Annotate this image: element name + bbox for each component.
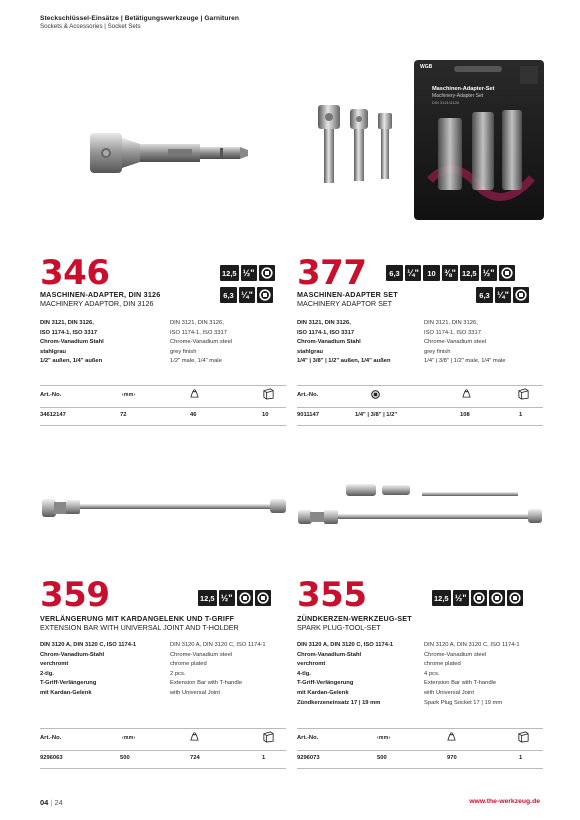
page-number: 04 xyxy=(40,798,49,807)
spec-line: 4-tlg. xyxy=(297,670,311,677)
badge-mm: 12,5 xyxy=(460,265,479,281)
product-number: 355 xyxy=(297,575,367,615)
product-name-de: VERLÄNGERUNG MIT KARDANGELENK UND T-GRIFF xyxy=(40,614,235,623)
cell-art: 9296073 xyxy=(297,755,320,761)
drive-square-icon xyxy=(257,287,273,303)
drive-square-icon xyxy=(259,265,275,281)
cell-art: 9011147 xyxy=(297,412,319,418)
spec-line: DIN 3121, DIN 3126, xyxy=(40,320,94,326)
badge-inch: ¼" xyxy=(239,287,255,303)
spec-en-355 xyxy=(424,641,520,708)
cell-weight: 724 xyxy=(190,755,200,761)
package-title-de: Maschinen-Adapter-Set xyxy=(432,86,495,92)
badges-346-row2 xyxy=(220,287,273,303)
col-art: Art.-No. xyxy=(297,392,319,398)
spec-line: grey finish xyxy=(424,348,451,355)
badge-inch: ¼" xyxy=(495,287,511,303)
product-name-de: MASCHINEN-ADAPTER, DIN 3126 xyxy=(40,290,161,299)
badge-mm: 6,3 xyxy=(220,287,237,303)
weight-icon xyxy=(190,389,199,398)
package-brand: WGB xyxy=(420,64,433,70)
package-din: DIN 3121/3126 xyxy=(432,100,459,105)
spec-de-359 xyxy=(40,641,136,699)
badge-inch: ¼" xyxy=(405,265,421,281)
spec-line: DIN 3121, DIN 3126, xyxy=(424,320,478,326)
spec-de-377 xyxy=(297,319,391,367)
badges-355-row1 xyxy=(432,590,523,606)
spec-en-359 xyxy=(170,641,266,699)
product-image-355 xyxy=(296,480,546,530)
spec-line: Chrom-Vanadium Stahl xyxy=(297,339,361,346)
spec-line: Extension Bar with T-handle xyxy=(424,680,497,687)
spec-line: ISO 1174-1, ISO 3317 xyxy=(424,329,481,336)
spec-line: 2 pcs. xyxy=(170,670,186,677)
order-table-346 xyxy=(40,385,286,425)
product-name-en: MACHINERY ADAPTOR SET xyxy=(297,299,393,308)
spec-line: 4 pcs. xyxy=(424,670,440,677)
page-footer xyxy=(40,798,63,807)
col-length: ‹mm› xyxy=(377,735,391,741)
product-package-377 xyxy=(414,60,544,220)
page-separator: | xyxy=(50,798,53,807)
spec-de-346 xyxy=(40,319,104,367)
cell-length: 500 xyxy=(377,755,387,761)
badges-359-row1 xyxy=(198,590,271,606)
spec-line: mit Kardan-Gelenk xyxy=(297,689,349,696)
badge-mm: 12,5 xyxy=(198,590,217,606)
spec-line: Chrome-Vanadium steel xyxy=(424,651,487,658)
product-name-de: MASCHINEN-ADAPTER SET xyxy=(297,290,398,299)
header-title-de: Steckschlüssel-Einsätze | Betätigungswerkzeuge | Garnituren xyxy=(40,15,240,22)
spec-line: mit Kardan-Gelenk xyxy=(40,689,92,696)
spec-line: stahlgrau xyxy=(297,348,324,355)
spec-line: stahlgrau xyxy=(40,348,67,355)
spec-line: ISO 1174-1, ISO 3317 xyxy=(297,329,355,336)
spec-line: Chrome-Vanadium steel xyxy=(424,339,487,346)
product-name-en: EXTENSION BAR WITH UNIVERSAL JOINT AND T-HOLDER xyxy=(40,623,239,632)
spec-en-346 xyxy=(170,319,232,367)
badge-mm: 10 xyxy=(423,265,440,281)
spec-line: T-Griff-Verlängerung xyxy=(40,680,97,687)
spec-line: 1/2" außen, 1/4" außen xyxy=(40,358,103,365)
product-name-en: MACHINERY ADAPTOR, DIN 3126 xyxy=(40,299,154,308)
badges-377-row2 xyxy=(476,287,529,303)
cell-qty: 1 xyxy=(262,755,266,761)
spec-de-355 xyxy=(297,641,393,708)
spec-line: T-Griff-Verlängerung xyxy=(297,680,354,687)
col-length: ‹mm› xyxy=(122,735,136,741)
weight-icon xyxy=(190,732,199,741)
drive-square-icon xyxy=(471,590,487,606)
col-art: Art.-No. xyxy=(40,392,62,398)
spec-line: chrome plated xyxy=(170,661,207,668)
spec-line: ISO 1174-1, ISO 3317 xyxy=(40,329,98,336)
cell-weight: 108 xyxy=(460,412,470,418)
cell-weight: 970 xyxy=(447,755,457,761)
product-image-346 xyxy=(70,110,270,200)
cell-art: 9296063 xyxy=(40,755,63,761)
spec-line: verchromt xyxy=(40,661,69,668)
page-header xyxy=(40,15,239,30)
spec-en-377 xyxy=(424,319,506,367)
order-table-359 xyxy=(40,728,286,768)
box-icon xyxy=(517,387,530,400)
header-title-en: Sockets & Accessories | Socket Sets xyxy=(40,23,141,30)
spec-line: grey finish xyxy=(170,348,197,355)
spec-line: chrome plated xyxy=(424,661,461,668)
cell-art: 34612147 xyxy=(40,412,66,418)
badges-377-row1 xyxy=(386,265,515,281)
drive-square-icon xyxy=(507,590,523,606)
cell-qty: 10 xyxy=(262,412,269,418)
box-icon xyxy=(262,387,275,400)
drive-square-icon xyxy=(499,265,515,281)
cell-drive: 1/4" | 3/8" | 1/2" xyxy=(355,412,398,418)
spec-line: DIN 3120 A, DIN 3120 C, ISO 1174-1 xyxy=(424,642,520,648)
product-number: 346 xyxy=(40,253,110,293)
order-table-355 xyxy=(297,728,543,768)
spec-line: DIN 3121, DIN 3126, xyxy=(297,320,351,326)
package-title-en: Machinery-Adapter Set xyxy=(432,93,484,99)
cell-length: 72 xyxy=(120,412,127,418)
spec-line: Extension Bar with T-handle xyxy=(170,680,243,687)
spec-line: 1/4" | 3/8" | 1/2" außen, 1/4" außen xyxy=(297,358,391,365)
drive-square-icon xyxy=(237,590,253,606)
badge-mm: 12,5 xyxy=(220,265,239,281)
cell-length: 500 xyxy=(120,755,130,761)
spec-line: Zündkerzeneinsatz 17 | 19 mm xyxy=(297,699,381,706)
spec-line: DIN 3120 A, DIN 3120 C, ISO 1174-1 xyxy=(40,642,137,648)
drive-square-icon xyxy=(255,590,271,606)
box-icon xyxy=(262,730,275,743)
drive-square-icon xyxy=(489,590,505,606)
badge-mm: 12,5 xyxy=(432,590,451,606)
badge-inch: ½" xyxy=(241,265,257,281)
spec-line: 2-tlg. xyxy=(40,670,54,677)
badge-mm: 6,3 xyxy=(476,287,493,303)
box-icon xyxy=(517,730,530,743)
badge-inch: ½" xyxy=(219,590,235,606)
product-number: 359 xyxy=(40,575,110,615)
spec-line: Chrom-Vanadium-Stahl xyxy=(40,651,105,658)
spec-line: with Universal Joint xyxy=(170,689,220,696)
product-image-377 xyxy=(310,95,410,190)
weight-icon xyxy=(447,732,456,741)
spec-line: verchromt xyxy=(297,661,326,668)
spec-line: 1/4" | 3/8" | 1/2" male, 1/4" male xyxy=(424,358,506,365)
product-name-de: ZÜNDKERZEN-WERKZEUG-SET xyxy=(297,614,412,623)
spec-line: Chrom-Vanadium Stahl xyxy=(40,339,104,346)
product-number: 377 xyxy=(297,253,367,293)
col-length: ‹mm› xyxy=(122,392,136,398)
spec-line: Chrom-Vanadium-Stahl xyxy=(297,651,362,658)
spec-line: Chrome-Vanadium steel xyxy=(170,339,233,346)
order-table-377 xyxy=(297,385,543,425)
badge-inch: ½" xyxy=(453,590,469,606)
spec-line: with Universal Joint xyxy=(424,689,474,696)
spec-line: DIN 3121, DIN 3126, xyxy=(170,320,224,326)
spec-line: ISO 1174-1, ISO 3317 xyxy=(170,329,227,336)
badge-inch: ½" xyxy=(481,265,497,281)
spec-line: 1/2" male, 1/4" male xyxy=(170,358,222,365)
cell-qty: 1 xyxy=(519,412,523,418)
product-image-359 xyxy=(40,485,290,525)
col-art: Art.-No. xyxy=(297,735,319,741)
product-name-en: SPARK PLUG-TOOL-SET xyxy=(297,623,381,632)
cell-weight: 46 xyxy=(190,412,197,418)
col-art: Art.-No. xyxy=(40,735,62,741)
spec-line: Chrome-Vanadium steel xyxy=(170,651,233,658)
page-number-secondary: 24 xyxy=(54,798,63,807)
spec-line: DIN 3120 A, DIN 3120 C, ISO 1174-1 xyxy=(297,642,394,648)
spec-line: DIN 3120 A, DIN 3120 C, ISO 1174-1 xyxy=(170,642,266,648)
weight-icon xyxy=(462,389,471,398)
badges-346-row1 xyxy=(220,265,275,281)
website-link[interactable]: www.the-werkzeug.de xyxy=(469,798,540,805)
socket-drive-icon xyxy=(371,390,380,399)
badge-inch: ⅜" xyxy=(442,265,458,281)
badge-mm: 6,3 xyxy=(386,265,403,281)
spec-line: Spark Plug Socket 17 | 19 mm xyxy=(424,699,503,706)
drive-square-icon xyxy=(513,287,529,303)
cell-qty: 1 xyxy=(519,755,523,761)
